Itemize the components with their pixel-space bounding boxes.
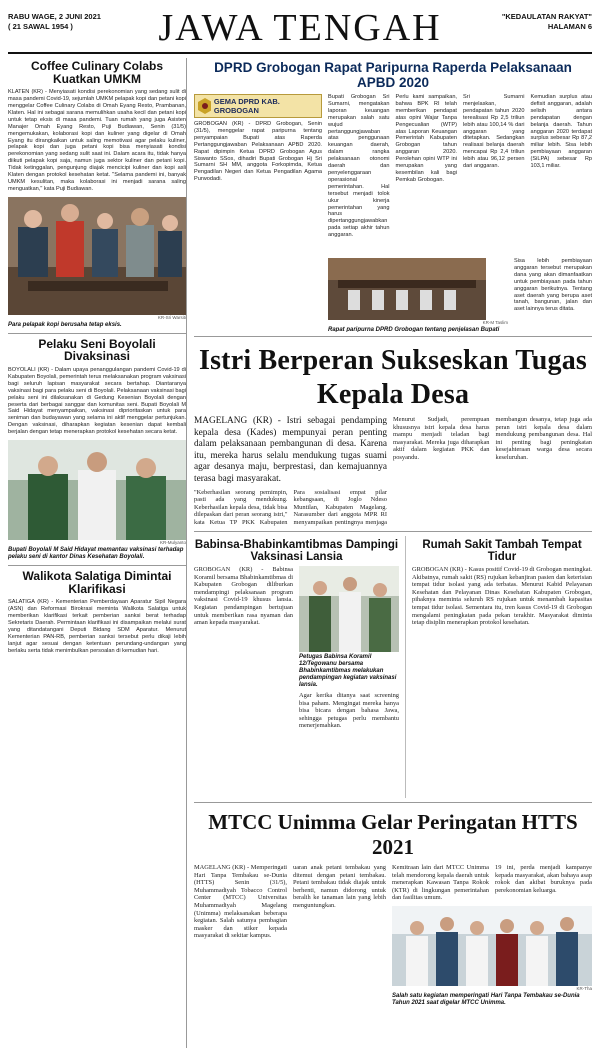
photo-caption: Bupati Boyolali M Said Hidayat memantau vaksinasi terhadap pelaku seni di kantor Dinas Kesehatan Boyolali. [8, 547, 184, 561]
photo-htts [392, 906, 592, 986]
article-body-col2: uaran anak petani tembakau yang ditemui dengan petani tembakau. Petani tembakau tidak diajak untuk berhenti, namun didorong untuk beralih ke tanaman lain yang lebih menguntungkan. [293, 864, 386, 909]
divider [194, 336, 592, 337]
photo-credit: KR-M Taslim [482, 320, 508, 325]
article-title: Babinsa-Bhabinkamtibmas Dampingi Vaksinasi Lansia [194, 539, 399, 563]
slogan: "KEDAULATAN RAKYAT" [501, 12, 592, 21]
article-body-col2: Agar kerika ditanya saat screening bisa paham. Mengingat mereka hanya bisa bicara dengan bahasa Jawa, sehingga petugas perlu membantu menerjemahkan. [299, 692, 399, 730]
divider [194, 802, 592, 803]
article-body: BOYOLALI (KR) - Dalam upaya penanggulangan pandemi Covid-19 di Kabupaten Boyolali, pemerintah terus melaksanakan program vaksinasi bagi seluruh lapisan masyarakat secara bertahap. Diantaranya vaksinasi bagi para pelaku seni di Boyolali. Pelaksanaan vaksinasi bagi pelaku seni ini dilaksanakan di Gedung Kesenian Boyolali dengan peserta dari berbagai sanggar dan komunitas seni. Bupati Boyolali M Said Hidayat menyampaikan, vaksinasi diprioritaskan untuk para seniman dan budayawan yang selama ini aktif menggelar pertunjukan. Dengan vaksinasi, diharapkan kegiatan kesenian dapat kembali berjalan dengan tetap menerapkan protokol kesehatan secara ketat. [8, 366, 186, 436]
article-body-col1: GROBOGAN (KR) - Babinsa Koramil bersama Bhabinkamtibmas di Kabupaten Grobogan diliburkan mendampingi pelaksanaan program vaksinasi Covid-19 khusus lansia. Kegiatan pendampingan bertujuan untuk memberikan rasa nyaman dan aman kepada masyarakat. [194, 566, 293, 627]
article-body: KLATEN (KR) - Menyiasati kondisi perekonomian yang sedang sulit di masa pandemi Covid-19, sejumlah UMKM pelapak kopi dan petani kopi menggelar Coffee Culinary Colabs di Omah Eyang Resto, Prambanan, Klaten. Hal ini sebagai sarana memulihkan usaha kecil dan petani kopi untuk tetap eksis di masa pandemi. Tuan rumah yang juga Asisten Manajer Omah Eyang Resto, Puji Budiawan, Senin (31/5) mengemukakan, kolaborasi kopi dan kuliner yang digelar di Omah Eyang itu dirangkaikan untuk saling memotivasi agar pelaku kuliner, pelapak kopi dan juga petani kopi bisa menyiasati kondisi perekonomian yang sedang sulit saat ini. Dalam acara itu, tidak hanya diikuti pelapak kopi saja, namun juga sektor kuliner dan petani kopi. Tidak ketinggalan, pengunjung diajak mencicipi kuliner dan kopi asli Klaten dengan protokol kesehatan ketat. "Selama pandemi ini, banyak UMKM kesulitan, maka kolaborasi ini menjadi sarana saling menguatkan," kata Puji Budiawan. [8, 89, 186, 192]
page-number: HALAMAN 6 [547, 22, 592, 31]
article-body-col4: 19 ini, perda menjadi kampanye kepada masyarakat, akan bahaya asap rokok dan akibat buruknya pada perekonomian keluarga. [495, 864, 592, 894]
article-salatiga [8, 570, 186, 654]
photo-caption: Petugas Babinsa Koramil 12/Tegowanu bersama Bhabinkamtibmas melakukan pendampingan kegiatan vaksinasi lansia. [299, 654, 397, 688]
photo-dprd [328, 258, 508, 320]
photo-caption: Rapat paripurna DPRD Grobogan tentang penjelasan Bupati [328, 327, 500, 332]
article-body-col1: GROBOGAN (KR) - DPRD Grobogan, Senin (31/5), menggelar rapat paripurna tentang penyampaian Bupati atas Raperda Pertanggungjawaban Pelaksanaan APBD 2020. Rapat dipimpin Ketua DPRD Grobogan Agus Siswanto SSos, dihadiri Bupati Grobogan Hj Sri Sumarni SH MM, anggota Forkopimda, Ketua Pengadilan Negeri dan Ketua Pengadilan Agama Purwodadi. [194, 121, 322, 183]
article-body: GROBOGAN (KR) - Kasus positif Covid-19 di Grobogan meningkat. Akibatnya, rumah sakit (RS) rujukan kebanjiran pasien dan keterisian tempat tidur isolasi yang ada terbatas. Menurut Kabid Pelayanan Kesehatan dan Pelayanan Dinas Kesehatan Kabupaten Grobogan, pihaknya meminta seluruh RS rujukan untuk menambah kapasitas tempat tidur isolasi. Sementara itu, tren kasus Covid-19 di Grobogan mengalami peningkatan pada pekan terakhir. Masyarakat diminta tetap disiplin menerapkan protokol kesehatan. [412, 566, 592, 627]
dprd-banner-column [194, 94, 322, 332]
article-body-col3: Kemitraan lain dari MTCC Unimma telah mendorong kepala daerah untuk menerapkan Kawasan Tanpa Rokok (KTR) di lingkungan pemerintahan dan fasilitas umum. [392, 864, 489, 902]
dprd-banner-label: GEMA DPRD KAB. GROBOGAN [213, 97, 280, 115]
article-title: MTCC Unimma Gelar Peringatan HTTS 2021 [208, 810, 578, 859]
vertical-divider [405, 536, 406, 798]
photo-caption: Salah satu kegiatan memperingati Hari Tanpa Tembakau se-Dunia Tahun 2021 saat digelar MTCC Unimma. [392, 992, 580, 1006]
newspaper-section-title: JAWA TENGAH [158, 7, 442, 49]
photo-credit: KR-Tha [576, 985, 592, 991]
photo-credit: KR-Mulyanto [159, 540, 186, 546]
article-body-col2: Para sosialisasi empat pilar kebangsaan, di Joglo Ndeso Muntilan, Kabupaten Magelang. Narasumber dari anggota MPR RI menyampaikan pentingnya menjaga [293, 488, 387, 526]
article-istri [194, 341, 592, 527]
left-column [8, 58, 187, 1048]
article-vaksin [194, 536, 399, 798]
article-title: Rumah Sakit Tambah Tempat Tidur [422, 539, 582, 563]
photo-htts-illustration [392, 906, 592, 986]
article-dprd [194, 58, 592, 332]
article-boyolali [8, 338, 186, 561]
article-body-col6: Sisa lebih pembiayaan anggaran tersebut merupakan dana yang akan dimanfaatkan untuk pembiayaan pada tahun anggaran berikutnya. Tentang aset daerah yang berupa aset tanah, bangunan, jalan dan aset lainnya terus ditata. [514, 258, 592, 313]
photo-vaksin-illustration [299, 566, 399, 652]
article-title: Walikota Salatiga Dimintai Klarifikasi [22, 569, 172, 596]
photo-coffee [8, 197, 186, 315]
right-area [194, 58, 592, 1048]
dprd-banner [194, 94, 322, 118]
article-body-col3: Perlu kami sampaikan, bahwa BPK RI telah memberikan pendapat atas opini Wajar Tanpa Pengecualian (WTP) atas Laporan Keuangan Pemerintah Kabupaten Grobogan tahun anggaran 2020. Perolehan opini WTP ini merupakan yang kesembilan kali bagi Pemkab Grobogan. [395, 94, 457, 183]
article-body-col5: Kemudian surplus atau defisit anggaran, adalah selisih antara pendapatan dengan belanja daerah. Tahun anggaran 2020 terdapat surplus sebesar Rp 87,2 miliar lebih. Sisa lebih pembiayaan anggaran (SiLPA) sebesar Rp 103,1 miliar. [530, 94, 592, 170]
article-title: Istri Berperan Sukseskan Tugas Kepala Desa [198, 345, 587, 410]
article-title: Pelaku Seni Boyolali Divaksinasi [38, 336, 156, 364]
masthead-date-block [8, 12, 101, 32]
photo-dprd-illustration [328, 258, 486, 320]
article-coffee [8, 60, 186, 329]
article-htts [194, 807, 592, 1047]
photo-credit: KR-Sri Warsiti [157, 314, 186, 320]
photo-coffee-illustration [8, 197, 186, 315]
photo-boyolali [8, 440, 186, 540]
divider [8, 333, 186, 334]
photo-caption: Para pelapak kopi berusaha tetap eksis. [8, 321, 122, 328]
middle-row [194, 536, 592, 798]
dprd-logo-icon [198, 98, 211, 114]
photo-vaksin [299, 566, 399, 652]
article-lead: MAGELANG (KR) - Istri sebagai pendamping kepala desa (Kades) mempunyai peran penting dalam pelaksanaan pembangunan di desa. Karena itu, mereka harus selalu mendukung tugas suami agar desanya maju, berprestasi, dan kemajuannya terasa bagi masyarakat. [194, 416, 387, 484]
issue-date: RABU WAGE, 2 JUNI 2021 [8, 12, 101, 21]
masthead [8, 4, 592, 54]
article-body: SALATIGA (KR) - Kementerian Pemberdayaan Aparatur Sipil Negara (ASN) dan Reformasi Birokrasi meminta Walikota Salatiga untuk memberikan klarifikasi terkait pemberian sanksi berat terhadap Sekretaris Daerah. Permintaan klarifikasi ini disampaikan melalui surat yang ditandatangani Deputi Bidang SDM Aparatur. Menurut Kementerian PAN-RB, pemberian sanksi tersebut perlu dikaji lebih lanjut agar sesuai dengan ketentuan perundang-undangan yang berlaku serta tidak menimbulkan persoalan di kemudian hari. [8, 599, 186, 654]
article-body-col4: Sri Sumarni menjelaskan, pendapatan tahun 2020 terealisasi Rp 2,5 triliun lebih atau 100,14 % dari anggaran yang ditetapkan. Sedangkan realisasi belanja daerah mencapai Rp 2,4 triliun lebih atau 96,12 persen dari anggaran. [463, 94, 525, 170]
photo-boyolali-illustration [8, 440, 186, 540]
article-title: DPRD Grobogan Rapat Paripurna Raperda Pelaksanaan APBD 2020 [214, 60, 572, 90]
article-body-col1: MAGELANG (KR) - Memperingati Hari Tanpa Tembakau se-Dunia (HTTS) Senin (31/5), Muhammadiyah Tobacco Control Center (MTCC) Universitas Muhammadiyah Magelang (Unimma) melaksanakan beberapa kegiatan. Salah satunya pembagian masker dan stiker kepada masyarakat di sekitar kampus. [194, 864, 287, 940]
article-body-col1: "Keberhasilan seorang pemimpin, pasti ada yang mendukung. Keberhasilan kepala desa, tidak bisa dilepaskan dari peran seorang istri," kata Ketua TP PKK Kabupaten [194, 488, 288, 526]
divider [194, 531, 592, 532]
article-body-col2: Bupati Grobogan Sri Sumarni, mengatakan laporan keuangan merupakan salah satu wujud pertanggungjawaban atas penggunaan keuangan daerah, dalam rangka pelaksanaan otonomi daerah dan penyelenggaraan operasional pemerintahan. Hal tersebut menjadi tolok ukur kinerja pemerintahan yang harus dipertanggungjawabkan pada setiap akhir tahun anggaran. [328, 94, 390, 239]
masthead-right-block [502, 12, 592, 32]
article-rs [412, 536, 592, 798]
article-body-col3: Menurut Sudjadi, perempuan khususnya istri kepala desa harus mampu menjadi teladan bagi masyarakat. Mereka juga diharapkan aktif dalam kegiatan PKK dan posyandu. [393, 416, 490, 461]
article-body-col4: membangun desanya, tetap juga ada peran istri kepala desa dalam mendukung pembangunan desa. Hal ini penting bagi peningkatan kesejahteraan warga desa secara keseluruhan. [495, 416, 592, 461]
article-title: Coffee Culinary Colabs Kuatkan UMKM [30, 59, 164, 86]
hijri-date: ( 21 SAWAL 1954 ) [8, 22, 73, 31]
divider [8, 565, 186, 566]
